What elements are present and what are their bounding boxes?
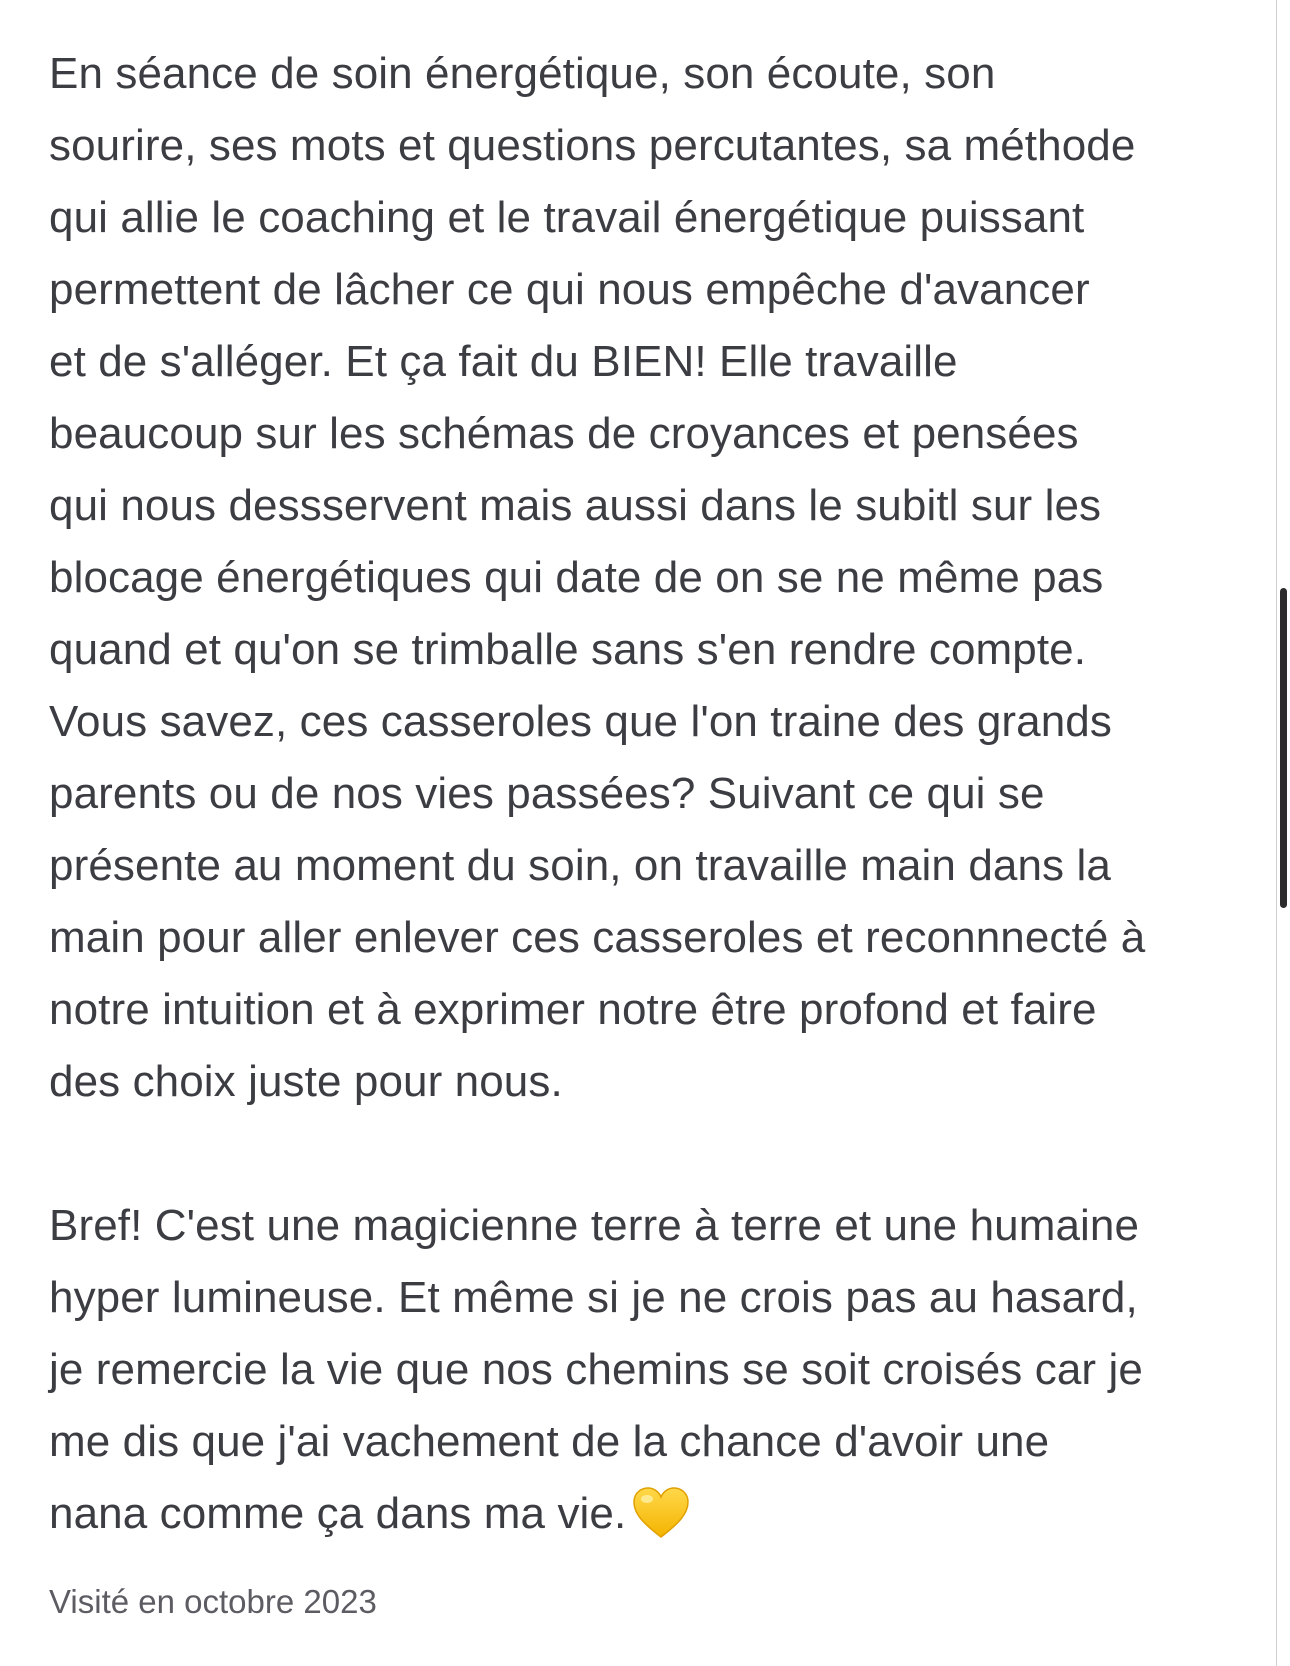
review-body: [49, 38, 1259, 1550]
review-line-text: nana comme ça dans ma vie.: [49, 1489, 627, 1538]
review-line: beaucoup sur les schémas de croyances et pensées: [49, 409, 1079, 458]
review-line: quand et qu'on se trimballe sans s'en rendre compte.: [49, 625, 1087, 674]
review-line: Bref! C'est une magicienne terre à terre et une humaine: [49, 1201, 1140, 1250]
yellow-heart-icon: [632, 1486, 690, 1540]
review-line: hyper lumineuse. Et même si je ne crois pas au hasard,: [49, 1273, 1138, 1322]
review-line-last: [49, 1478, 1259, 1550]
review-paragraph-2: [49, 1190, 1259, 1550]
review-line: je remercie la vie que nos chemins se soit croisés car je: [49, 1345, 1143, 1394]
review-line: En séance de soin énergétique, son écoute, son: [49, 49, 996, 98]
scrollbar-thumb[interactable]: [1280, 588, 1287, 908]
scrollbar[interactable]: [1276, 0, 1290, 1666]
review-line: permettent de lâcher ce qui nous empêche d'avancer: [49, 265, 1090, 314]
review-line: me dis que j'ai vachement de la chance d'avoir une: [49, 1417, 1050, 1466]
visit-date: Visité en octobre 2023: [49, 1583, 377, 1620]
review-line: qui nous dessservent mais aussi dans le subitl sur les: [49, 481, 1102, 530]
review-line: main pour aller enlever ces casseroles et reconnnecté à: [49, 913, 1146, 962]
review-line: notre intuition et à exprimer notre être profond et faire: [49, 985, 1097, 1034]
review-line: présente au moment du soin, on travaille main dans la: [49, 841, 1111, 890]
review-line: Vous savez, ces casseroles que l'on traine des grands: [49, 697, 1112, 746]
review-line: des choix juste pour nous.: [49, 1057, 563, 1106]
review-line: et de s'alléger. Et ça fait du BIEN! Elle travaille: [49, 337, 958, 386]
review-line: parents ou de nos vies passées? Suivant ce qui se: [49, 769, 1045, 818]
review-paragraph-1: [49, 38, 1259, 1118]
review-line: sourire, ses mots et questions percutantes, sa méthode: [49, 121, 1136, 170]
review-line: blocage énergétiques qui date de on se ne même pas: [49, 553, 1104, 602]
review-line: qui allie le coaching et le travail énergétique puissant: [49, 193, 1085, 242]
